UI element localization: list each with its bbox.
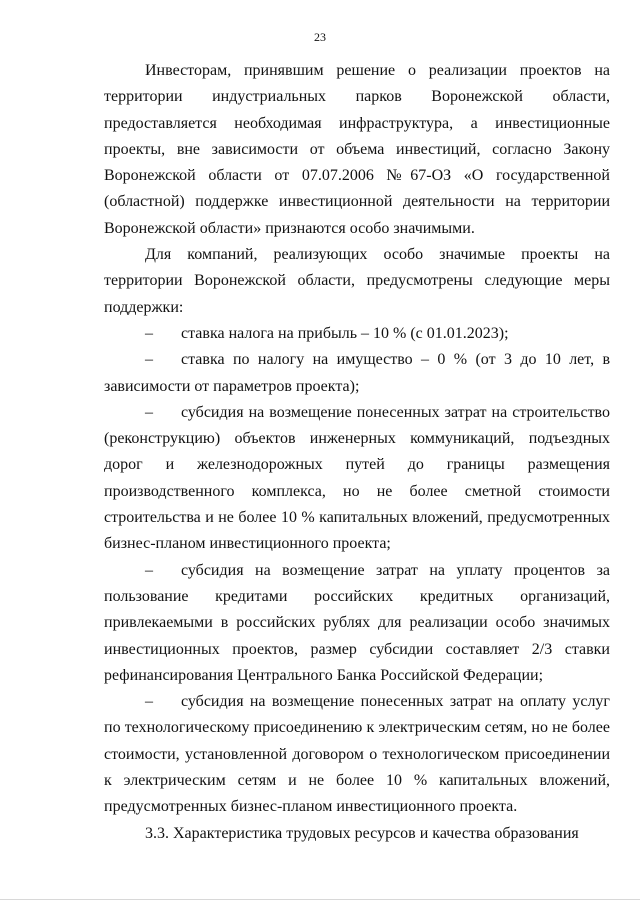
- support-intro-paragraph: Для компаний, реализующих особо значимые проекты на территории Воронежской области, предусмотрены следующие меры поддержки:: [104, 246, 610, 316]
- list-item-text: субсидия на возмещение затрат на уплату процентов за пользование кредитами российских кредитных организаций, привлекаемыми в российских рублях для реализации особо значимых инвестиционных проектов, размер субсидии составляет 2/3 ставки рефинансирования Центрального Банка Российской Федерации;: [104, 561, 610, 684]
- page-bottom-divider: [0, 899, 640, 900]
- list-item: [104, 400, 610, 558]
- page-number: 23: [314, 30, 326, 44]
- list-item: [104, 558, 610, 689]
- document-body: [104, 58, 610, 847]
- list-item-text: субсидия на возмещение понесенных затрат на строительство (реконструкцию) объектов инженерных коммуникаций, подъездных дорог и железнодорожных путей до границы размещения производственного комплекса, но не более сметной стоимости строительства и не более 10 % капитальных вложений, предусмотренных бизнес-планом инвестиционного проекта;: [104, 403, 610, 553]
- list-item: [104, 689, 610, 820]
- list-item: [104, 347, 610, 400]
- investors-paragraph: Инвесторам, принявшим решение о реализации проектов на территории индустриальных парков Воронежской области, предоставляется необходимая инфраструктура, а инвестиционные проекты, вне зависимости от объема инвестиций, согласно Закону Воронежской области от 07.07.2006 №67-ОЗ «О государственной (областной) поддержке инвестиционной деятельности на территории Воронежской области» признаются особо значимыми.: [104, 62, 610, 237]
- list-dash: –: [145, 403, 153, 421]
- list-dash: –: [145, 561, 153, 579]
- list-dash: –: [145, 351, 153, 369]
- list-item-text: субсидия на возмещение понесенных затрат на оплату услуг по технологическому присоединению к электрическим сетям, но не более стоимости, установленной договором о технологическом присоединении к электрическим сетям и не более 10 % капитальных вложений, предусмотренных бизнес-планом инвестиционного проекта.: [104, 693, 610, 816]
- list-item-text: ставка по налогу на имущество – 0 % (от 3 до 10 лет, в зависимости от параметров проекта);: [104, 351, 610, 395]
- section-heading: 3.3. Характеристика трудовых ресурсов и качества образования: [145, 824, 579, 842]
- list-dash: –: [145, 693, 153, 711]
- list-item-text: ставка налога на прибыль – 10 % (с 01.01.2023);: [181, 324, 509, 342]
- list-dash: –: [145, 324, 153, 342]
- support-measures-list: [104, 321, 610, 821]
- list-item: [104, 321, 610, 347]
